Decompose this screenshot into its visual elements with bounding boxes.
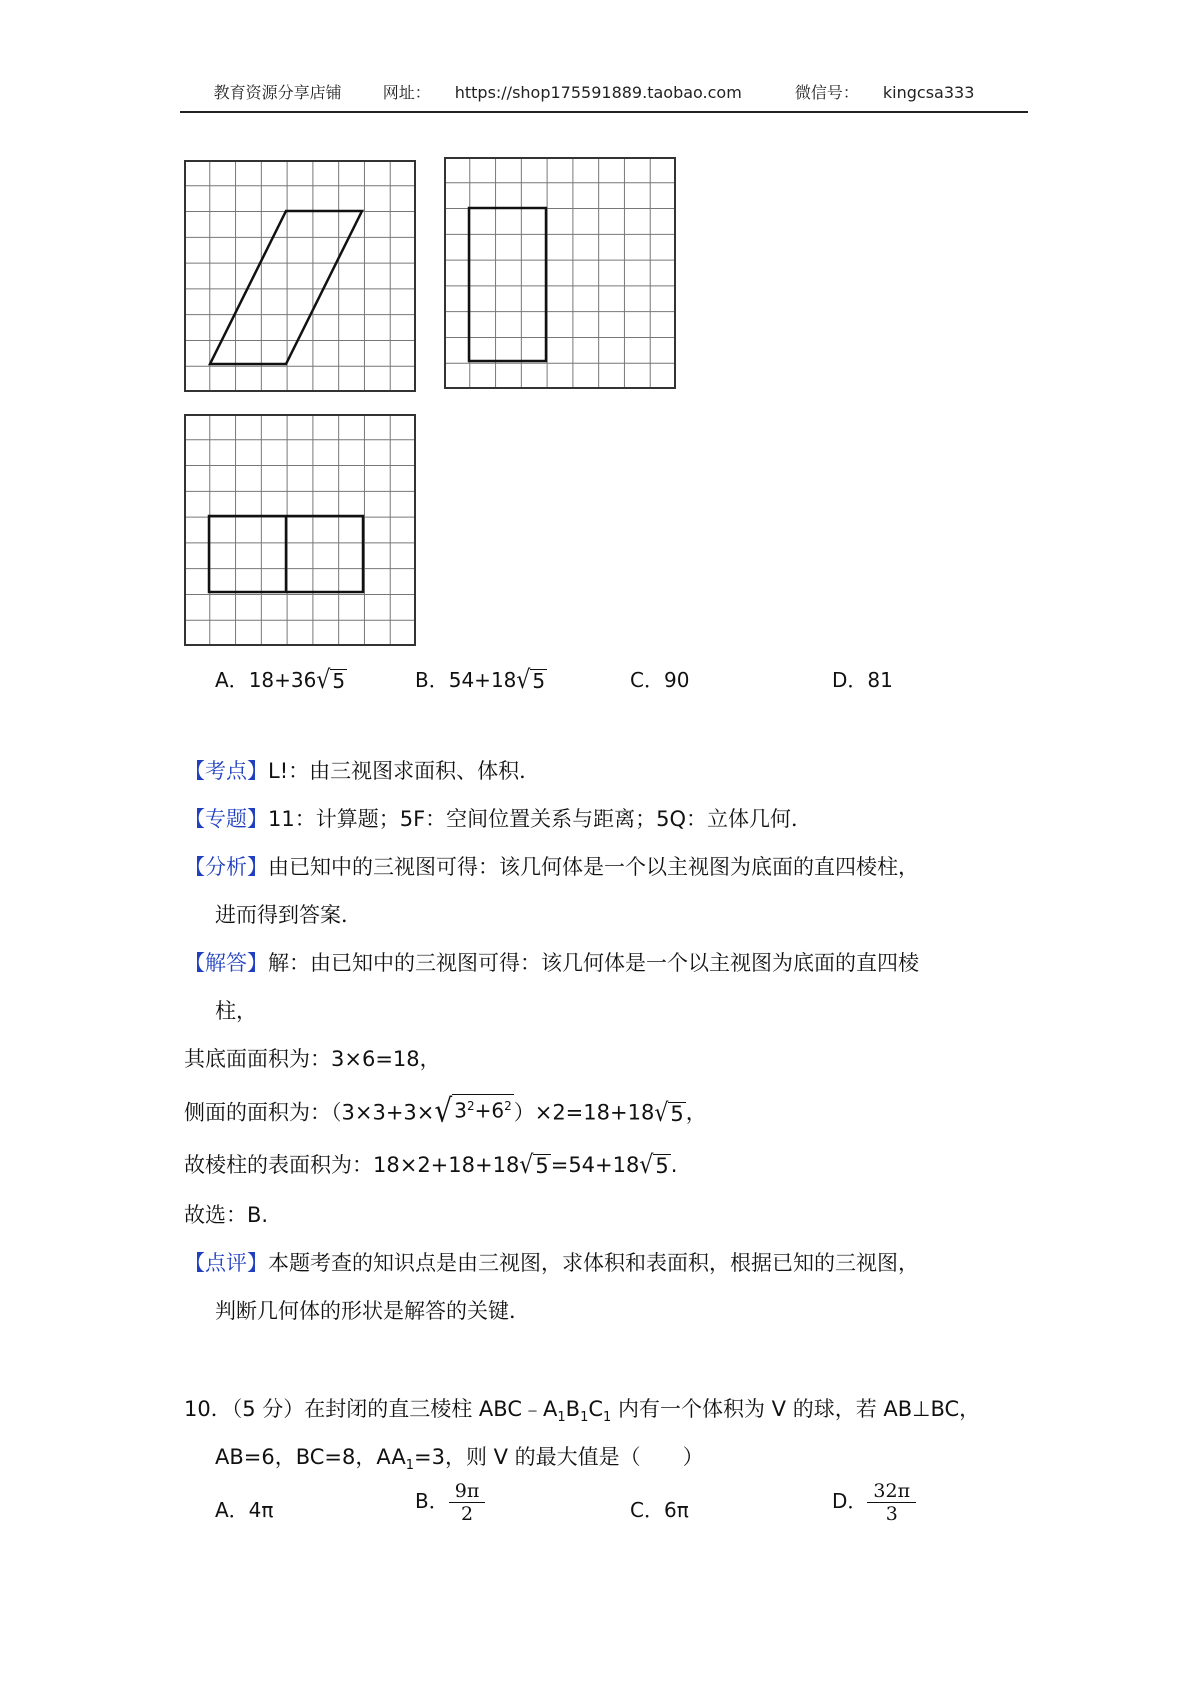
site-url[interactable]: https://shop175591889.taobao.com [454, 83, 742, 102]
base-area-line: 其底面面积为：3×6=18， [184, 1047, 441, 1071]
dianping-line-2: 判断几何体的形状是解答的关键． [215, 1299, 530, 1323]
q9-option-a[interactable]: A．18+36 √ 5 [215, 666, 346, 695]
q9-option-d[interactable]: D．81 [832, 668, 893, 692]
kaodian-line: 【考点】L!：由三视图求面积、体积． [184, 759, 541, 783]
jieda-line-2: 柱， [215, 999, 257, 1023]
fenxi-line: 【分析】由已知中的三视图可得：该几何体是一个以主视图为底面的直四棱柱， [184, 855, 919, 879]
dianping-tag: 【点评】 [184, 1251, 268, 1275]
q9-option-b[interactable]: B．54+18 √ 5 [415, 666, 546, 695]
q10-option-c[interactable]: C．6π [630, 1498, 689, 1522]
wechat-label: 微信号： [794, 83, 859, 102]
rectangle-shape [469, 208, 546, 361]
side-view-grid [444, 157, 676, 389]
fenxi-tag: 【分析】 [184, 855, 268, 879]
header-rule [180, 111, 1028, 113]
top-view-grid [184, 414, 416, 646]
q10-option-b[interactable]: B． $\frac{9\pi}{2}$ [415, 1480, 485, 1525]
q10-option-a[interactable]: A．4π [215, 1498, 274, 1522]
zhuanti-line: 【专题】11：计算题；5F：空间位置关系与距离；5Q：立体几何． [184, 807, 813, 831]
q10-option-d[interactable]: D． $\frac{32\pi}{3}$ [832, 1480, 916, 1525]
zhuanti-tag: 【专题】 [184, 807, 268, 831]
jieda-tag: 【解答】 [184, 951, 268, 975]
choice-line: 故选：B. [184, 1203, 269, 1227]
fenxi-line-2: 进而得到答案． [215, 903, 362, 927]
q10-stem-line-2: AB=6，BC=8，$AA_1=3$，则 V 的最大值是（ ） [215, 1445, 704, 1474]
parallelogram-shape [210, 211, 362, 364]
side-area-line: 侧面的面积为：（3×3+3× √ $3^2+6^2$ ）×2=18+18 √ 5 ， [184, 1091, 707, 1130]
wechat-id: kingcsa333 [882, 83, 975, 102]
top-view-figure [184, 414, 416, 646]
site-label: 网址： [382, 83, 431, 102]
jieda-line: 【解答】解：由已知中的三视图可得：该几何体是一个以主视图为底面的直四棱 [184, 951, 919, 975]
total-area-line: 故棱柱的表面积为：18×2+18+18 √ 5 =54+18 √ 5 . [184, 1151, 678, 1180]
kaodian-tag: 【考点】 [184, 759, 268, 783]
q9-option-c[interactable]: C．90 [630, 668, 690, 692]
front-view-figure [184, 160, 416, 392]
front-view-grid [184, 160, 416, 392]
page-header [0, 80, 1200, 103]
q10-stem-line-1: 10．（5 分）在封闭的直三棱柱 $ABC﹣A_1B_1C_1$ 内有一个体积为 V 的球，若 AB⊥BC， [184, 1397, 981, 1426]
shop-name: 教育资源分享店铺 [213, 83, 342, 102]
side-view-figure [444, 157, 676, 389]
dianping-line: 【点评】本题考查的知识点是由三视图，求体积和表面积，根据已知的三视图， [184, 1251, 919, 1275]
